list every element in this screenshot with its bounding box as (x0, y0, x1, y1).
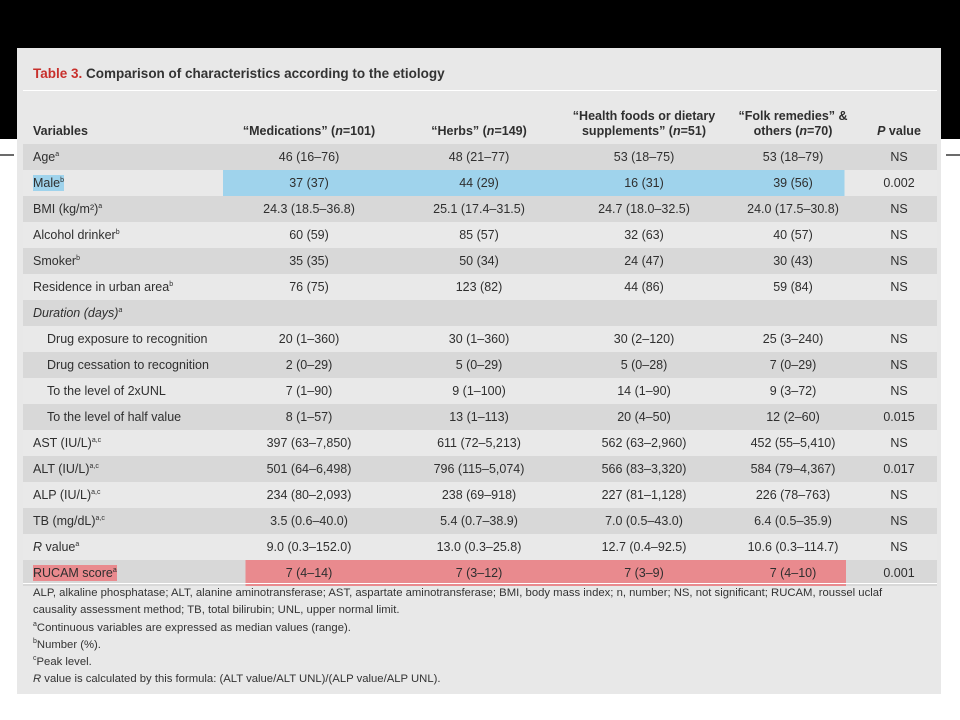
footnote-a: $^a$Continuous variables are expressed as median values (range). (33, 620, 351, 634)
cell-folk-remedies: 9 (3–72) (725, 378, 861, 404)
cell-folk-remedies: 59 (84) (725, 274, 861, 300)
cell-herbs: 48 (21–77) (395, 144, 563, 170)
cell-health-foods: 227 (81–1,128) (563, 482, 725, 508)
table-row-residence (23, 274, 937, 300)
cell-folk-remedies: 452 (55–5,410) (725, 430, 861, 456)
cell-p-value: NS (861, 534, 937, 560)
cell-p-value: 0.015 (861, 404, 937, 430)
cell-medications: 35 (35) (223, 248, 395, 274)
cell-folk-remedies: 584 (79–4,367) (725, 456, 861, 482)
cell-health-foods: 14 (1–90) (563, 378, 725, 404)
table-row-tb (23, 508, 937, 534)
header-health-foods: “Health foods or dietary supplements” (n=51) (563, 92, 725, 144)
cell-p-value: NS (861, 482, 937, 508)
table-number: Table 3. (33, 66, 83, 81)
row-label: To the level of 2xUNL (23, 378, 223, 404)
table-row-2xunl (23, 378, 937, 404)
table-row-age (23, 144, 937, 170)
cell-medications: 24.3 (18.5–36.8) (223, 196, 395, 222)
table-row-alp (23, 482, 937, 508)
cell-folk-remedies: 24.0 (17.5–30.8) (725, 196, 861, 222)
cell-medications: 46 (16–76) (223, 144, 395, 170)
footnote-top-rule (23, 583, 937, 584)
cell-health-foods: 7.0 (0.5–43.0) (563, 508, 725, 534)
table-header-row (23, 92, 937, 144)
footnote-c: $^c$Peak level. (33, 655, 92, 669)
cell-p-value: NS (861, 352, 937, 378)
row-label: Smoker$^b$ (23, 248, 223, 274)
cell-health-foods: 20 (4–50) (563, 404, 725, 430)
cell-medications: 37 (37) (223, 170, 395, 196)
table-row-duration-heading (23, 300, 937, 326)
cell-p-value: NS (861, 508, 937, 534)
table-row-half-value (23, 404, 937, 430)
cell-health-foods: 30 (2–120) (563, 326, 725, 352)
male-label-highlight: Male$^b$ (33, 176, 64, 190)
left-edge-rule (0, 154, 14, 156)
cell-medications: 234 (80–2,093) (223, 482, 395, 508)
header-herbs: “Herbs” (n=149) (395, 92, 563, 144)
row-label: R value$^a$ (23, 534, 223, 560)
cell-folk-remedies: 12 (2–60) (725, 404, 861, 430)
comparison-table (23, 92, 937, 586)
cell-herbs: 123 (82) (395, 274, 563, 300)
cell-folk-remedies: 6.4 (0.5–35.9) (725, 508, 861, 534)
row-label (23, 170, 223, 196)
cell-p-value: NS (861, 144, 937, 170)
cell-medications: 501 (64–6,498) (223, 456, 395, 482)
row-label: TB $(mg/dL)^{a,c}$ (23, 508, 223, 534)
cell-folk-remedies: 30 (43) (725, 248, 861, 274)
table-row-drug-exposure (23, 326, 937, 352)
cell-p-value: 0.017 (861, 456, 937, 482)
cell-medications: 9.0 (0.3–152.0) (223, 534, 395, 560)
cell-health-foods: 24.7 (18.0–32.5) (563, 196, 725, 222)
footnote-abbreviations: ALP, alkaline phosphatase; ALT, alanine aminotransferase; AST, aspartate aminotransferase; BMI, body mass index; n, number; NS, not significant; RUCAM, roussel uclaf causality assessment method; TB, total bilirubin; UNL, upper normal limit. (33, 587, 883, 617)
cell-health-foods: 7 (3–9) (563, 560, 725, 586)
cell-health-foods: 562 (63–2,960) (563, 430, 725, 456)
rucam-label-highlight: RUCAM score$^a$ (33, 566, 117, 580)
row-label: To the level of half value (23, 404, 223, 430)
cell-p-value: NS (861, 274, 937, 300)
cell-herbs: 13.0 (0.3–25.8) (395, 534, 563, 560)
cell-herbs: 44 (29) (395, 170, 563, 196)
cell-herbs: 9 (1–100) (395, 378, 563, 404)
cell-p-value: 0.002 (861, 170, 937, 196)
cell-medications: 7 (4–14) (223, 560, 395, 586)
table-row-r-value (23, 534, 937, 560)
cell-p-value: NS (861, 248, 937, 274)
cell-folk-remedies: 7 (0–29) (725, 352, 861, 378)
cell-health-foods: 53 (18–75) (563, 144, 725, 170)
cell-health-foods: 5 (0–28) (563, 352, 725, 378)
cell-medications: 60 (59) (223, 222, 395, 248)
cell-herbs: 25.1 (17.4–31.5) (395, 196, 563, 222)
row-label: Drug cessation to recognition (23, 352, 223, 378)
table-row-alt (23, 456, 937, 482)
cell-medications: 2 (0–29) (223, 352, 395, 378)
row-label: Drug exposure to recognition (23, 326, 223, 352)
table-row-male (23, 170, 937, 196)
cell-herbs: 796 (115–5,074) (395, 456, 563, 482)
table-caption: Comparison of characteristics according to the etiology (86, 66, 445, 81)
cell-folk-remedies: 25 (3–240) (725, 326, 861, 352)
cell-health-foods: 566 (83–3,320) (563, 456, 725, 482)
row-label: Age$^a$ (23, 144, 223, 170)
cell-folk-remedies: 10.6 (0.3–114.7) (725, 534, 861, 560)
cell-herbs: 7 (3–12) (395, 560, 563, 586)
footnote-r-value: R value is calculated by this formula: (ALT value/ALT UNL)/(ALP value/ALP UNL). (33, 673, 441, 686)
cell-p-value: 0.001 (861, 560, 937, 586)
table-row-smoker (23, 248, 937, 274)
cell-p-value: NS (861, 222, 937, 248)
cell-p-value: NS (861, 378, 937, 404)
cell-folk-remedies: 7 (4–10) (725, 560, 861, 586)
cell-medications: 3.5 (0.6–40.0) (223, 508, 395, 534)
row-label: Duration (days)$^a$ (23, 300, 937, 326)
cell-herbs: 611 (72–5,213) (395, 430, 563, 456)
row-label: AST $(IU/L)^{a,c}$ (23, 430, 223, 456)
cell-herbs: 30 (1–360) (395, 326, 563, 352)
table-title (33, 66, 445, 81)
cell-folk-remedies: 53 (18–79) (725, 144, 861, 170)
cell-herbs: 5 (0–29) (395, 352, 563, 378)
row-label: ALP $(IU/L)^{a,c}$ (23, 482, 223, 508)
cell-health-foods: 24 (47) (563, 248, 725, 274)
row-label: Alcohol drinker$^b$ (23, 222, 223, 248)
cell-p-value: NS (861, 430, 937, 456)
header-p-value: P value (861, 92, 937, 144)
cell-herbs: 85 (57) (395, 222, 563, 248)
cell-medications: 20 (1–360) (223, 326, 395, 352)
table-row-drug-cessation (23, 352, 937, 378)
cell-herbs: 5.4 (0.7–38.9) (395, 508, 563, 534)
cell-health-foods: 16 (31) (563, 170, 725, 196)
cell-folk-remedies: 40 (57) (725, 222, 861, 248)
row-label: ALT $(IU/L)^{a,c}$ (23, 456, 223, 482)
cell-p-value: NS (861, 326, 937, 352)
cell-medications: 8 (1–57) (223, 404, 395, 430)
cell-medications: 397 (63–7,850) (223, 430, 395, 456)
cell-p-value: NS (861, 196, 937, 222)
header-variables: Variables (23, 92, 223, 144)
header-folk-remedies: “Folk remedies” & others (n=70) (725, 92, 861, 144)
cell-health-foods: 12.7 (0.4–92.5) (563, 534, 725, 560)
row-label: Residence in urban area$^b$ (23, 274, 223, 300)
cell-herbs: 50 (34) (395, 248, 563, 274)
row-label: BMI $(kg/m^2)^a$ (23, 196, 223, 222)
table-footnotes (33, 585, 928, 689)
header-top-rule (23, 90, 937, 91)
cell-herbs: 13 (1–113) (395, 404, 563, 430)
header-medications: “Medications” (n=101) (223, 92, 395, 144)
table-row-ast (23, 430, 937, 456)
cell-folk-remedies: 39 (56) (725, 170, 861, 196)
table-row-bmi (23, 196, 937, 222)
footnote-b: $^b$Number (%). (33, 638, 101, 651)
cell-medications: 76 (75) (223, 274, 395, 300)
cell-health-foods: 32 (63) (563, 222, 725, 248)
cell-health-foods: 44 (86) (563, 274, 725, 300)
cell-medications: 7 (1–90) (223, 378, 395, 404)
cell-folk-remedies: 226 (78–763) (725, 482, 861, 508)
cell-herbs: 238 (69–918) (395, 482, 563, 508)
right-edge-rule (946, 154, 960, 156)
table-row-alcohol (23, 222, 937, 248)
